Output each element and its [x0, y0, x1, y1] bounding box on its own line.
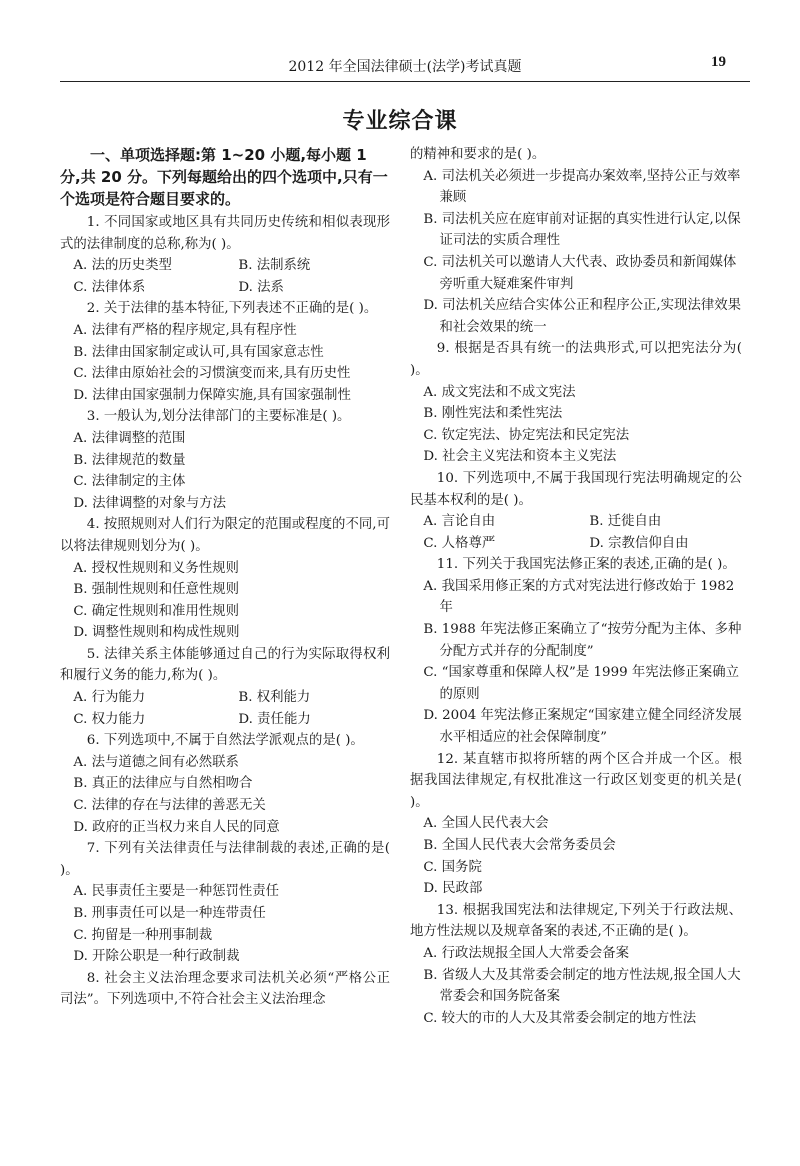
option: A. 法律有严格的程序规定,具有程序性 [73, 322, 297, 338]
question-11: 11. 下列关于我国宪法修正案的表述,正确的是( )。 [436, 557, 736, 573]
option: C. 确定性规则和准用性规则 [73, 603, 239, 619]
option: C. 法律由原始社会的习惯演变而来,具有历史性 [73, 366, 351, 382]
option: C. 法律的存在与法律的善恶无关 [73, 798, 266, 814]
question-4: 4. 按照规则对人们行为限定的范围或程度的不同,可以将法律规则划分为( )。 [60, 517, 390, 554]
option: C. 人格尊严 [423, 535, 496, 551]
options-row [60, 277, 390, 299]
option: C. 较大的市的人大及其常委会制定的地方性法 [423, 1010, 697, 1026]
option: C. 拘留是一种刑事制裁 [73, 927, 213, 943]
question-5: 5. 法律关系主体能够通过自己的行为实际取得权利和履行义务的能力,称为( )。 [60, 646, 390, 684]
question-8-continued: 的精神和要求的是( )。 [410, 147, 546, 162]
option: A. 法的历史类型 [73, 258, 172, 274]
question-10: 10. 下列选项中,不属于我国现行宪法明确规定的公民基本权利的是( )。 [410, 470, 742, 508]
question-8: 8. 社会主义法治理念要求司法机关必须“严格公正司法”。下列选项中,不符合社会主义法治理念 [60, 970, 390, 1008]
option: D. 责任能力 [238, 711, 311, 727]
question-13: 13. 根据我国宪法和法律规定,下列关于行政法规、地方性法规以及规章备案的表述,不正确的是( )。 [410, 902, 742, 940]
option: C. 法律制定的主体 [73, 474, 186, 490]
option: B. 真正的法律应与自然相吻合 [73, 776, 253, 792]
option: C. 法律体系 [73, 279, 146, 295]
header-rule [60, 81, 750, 82]
options-row [60, 255, 390, 277]
option: B. 省级人大及其常委会制定的地方性法规,报全国人大常委会和国务院备案 [423, 967, 741, 1005]
option: A. 行政法规报全国人大常委会备案 [423, 945, 630, 961]
option: D. 宗教信仰自由 [589, 535, 689, 551]
option: B. 全国人民代表大会常务委员会 [423, 838, 616, 853]
header-title: 2012 年全国法律硕士(法学)考试真题 [288, 59, 522, 75]
option: A. 我国采用修正案的方式对宪法进行修改始于 1982 年 [423, 578, 735, 616]
option: B. 刑事责任可以是一种连带责任 [73, 906, 266, 921]
question-6: 6. 下列选项中,不属于自然法学派观点的是( )。 [86, 733, 364, 749]
question-12: 12. 某直辖市拟将所辖的两个区合并成一个区。根据我国法律规定,有权批准这一行政区划变更的机关是( )。 [410, 751, 742, 810]
option: D. 政府的正当权力来自人民的同意 [73, 819, 280, 835]
option: A. 民事责任主要是一种惩罚性责任 [73, 884, 280, 900]
option: B. 司法机关应在庭审前对证据的真实性进行认定,以保证司法的实质合理性 [423, 211, 741, 249]
option: D. 法律由国家强制力保障实施,具有国家强制性 [73, 387, 351, 403]
option: A. 授权性规则和义务性规则 [73, 560, 239, 576]
option: D. 法律调整的对象与方法 [73, 495, 227, 511]
option: B. 权利能力 [238, 690, 311, 706]
option: A. 法律调整的范围 [73, 430, 186, 446]
option: B. 刚性宪法和柔性宪法 [423, 406, 563, 422]
option: B. 法制系统 [238, 258, 311, 274]
options-row [60, 687, 390, 709]
option: B. 1988 年宪法修正案确立了“按劳分配为主体、多种分配方式并存的分配制度” [423, 622, 742, 659]
right-column [410, 144, 742, 1029]
option: C. 司法机关可以邀请人大代表、政协委员和新闻媒体旁听重大疑难案件审判 [423, 254, 737, 292]
option: D. 司法机关应结合实体公正和程序公正,实现法律效果和社会效果的统一 [423, 298, 742, 335]
page-number: 19 [711, 54, 726, 70]
section-instructions: 一、单项选择题:第 1~20 小题,每小题 1 分,共 20 分。下列每题给出的四个选项中,只有一个选项是符合题目要求的。 [60, 146, 388, 208]
option: A. 行为能力 [73, 690, 146, 706]
option: C. 权力能力 [73, 711, 146, 727]
running-header [60, 52, 750, 82]
option: B. 迁徙自由 [589, 514, 662, 530]
option: D. 社会主义宪法和资本主义宪法 [423, 449, 617, 465]
option: A. 全国人民代表大会 [423, 816, 549, 832]
option: A. 法与道德之间有必然联系 [73, 754, 239, 770]
question-3: 3. 一般认为,划分法律部门的主要标准是( )。 [86, 409, 351, 425]
question-2: 2. 关于法律的基本特征,下列表述不正确的是( )。 [86, 301, 378, 317]
option: D. 开除公职是一种行政制裁 [73, 949, 240, 965]
option: A. 成文宪法和不成文宪法 [423, 384, 576, 400]
option: A. 司法机关必须进一步提高办案效率,坚持公正与效率兼顾 [423, 168, 741, 206]
question-9: 9. 根据是否具有统一的法典形式,可以把宪法分为( )。 [410, 341, 742, 378]
option: B. 强制性规则和任意性规则 [73, 582, 240, 598]
question-7: 7. 下列有关法律责任与法律制裁的表述,正确的是( )。 [60, 841, 390, 878]
option: C. 国务院 [423, 859, 482, 875]
question-1: 1. 不同国家或地区具有共同历史传统和相似表现形式的法律制度的总称,称为( )。 [60, 215, 390, 252]
option: D. 调整性规则和构成性规则 [73, 625, 240, 641]
option: D. 2004 年宪法修正案规定“国家建立健全同经济发展水平相适应的社会保障制度” [423, 708, 742, 746]
option: A. 言论自由 [423, 514, 496, 530]
options-row [410, 533, 742, 555]
left-column [60, 144, 390, 1011]
option: C. “国家尊重和保障人权”是 1999 年宪法修正案确立的原则 [423, 665, 739, 702]
options-row [60, 709, 390, 731]
option: B. 法律由国家制定或认可,具有国家意志性 [73, 344, 324, 360]
option: C. 钦定宪法、协定宪法和民定宪法 [423, 427, 630, 443]
option: B. 法律规范的数量 [73, 452, 186, 468]
option: D. 民政部 [423, 881, 483, 897]
options-row [410, 511, 742, 533]
section-title: 专业综合课 [342, 109, 458, 134]
option: D. 法系 [238, 279, 284, 295]
